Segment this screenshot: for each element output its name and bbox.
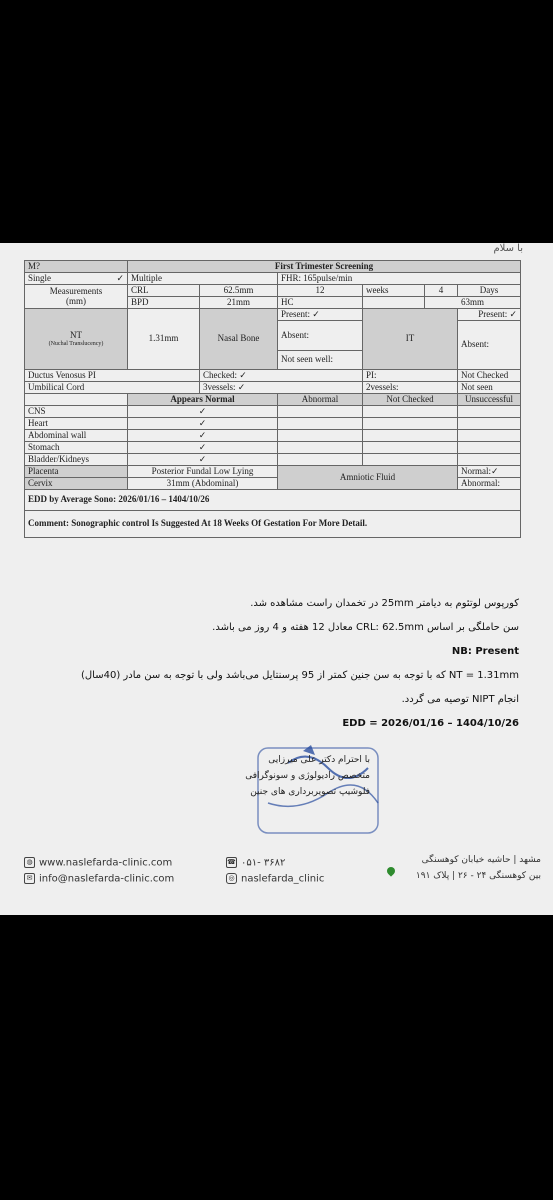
instagram-icon: ◎ <box>226 873 237 884</box>
organ-label: Bladder/Kidneys <box>25 454 128 466</box>
mm-label: (mm) <box>66 295 86 306</box>
hc-value: 63mm <box>425 297 521 309</box>
organ-label: Heart <box>25 418 128 430</box>
measurements-label: Measurements <box>49 285 103 296</box>
table-title-row <box>25 261 521 273</box>
crl-value: 62.5mm <box>200 285 278 297</box>
anatomy-header-row <box>25 394 521 406</box>
table-row <box>25 454 521 466</box>
placenta-row <box>25 466 521 478</box>
table-row <box>25 406 521 418</box>
amniotic-fluid-label: Amniotic Fluid <box>278 466 458 490</box>
it-label: IT <box>363 309 458 370</box>
hc-label: HC <box>278 297 363 309</box>
signature-line: فلوشیپ تصویربرداری های جنین <box>250 787 370 797</box>
normal-check: ✓ <box>128 442 278 454</box>
nt-row <box>25 309 521 321</box>
nb-present: Present: ✓ <box>278 309 363 321</box>
note-line: NB: Present <box>451 646 519 657</box>
signature-line: متخصص رادیولوژی و سونوگرافی <box>245 771 370 781</box>
table-row <box>25 442 521 454</box>
location-pin-icon <box>385 865 396 876</box>
comment-row <box>25 511 521 538</box>
mail-icon: ✉ <box>24 873 35 884</box>
ga-weeks-value: 12 <box>278 285 363 297</box>
placenta-value: Posterior Fundal Low Lying <box>128 466 278 478</box>
phone-number: ۰۵۱- ۳۶۸۲ <box>241 857 286 869</box>
crl-label: CRL <box>128 285 200 297</box>
clinic-footer <box>0 847 553 897</box>
weeks-label: weeks <box>363 285 425 297</box>
gestation-row <box>25 273 521 285</box>
bpd-value: 21mm <box>200 297 278 309</box>
it-absent: Absent: <box>458 321 521 370</box>
note-line: NT = 1.31mm که با توجه به سن جنین کمتر از 95 پرسنتایل می‌باشد ولی با توجه به سن مادر (40سال) <box>81 670 519 681</box>
table-title: First Trimester Screening <box>128 261 521 273</box>
uc-not-seen: Not seen <box>458 382 521 394</box>
pi-label: PI: <box>363 370 458 382</box>
m-label: M? <box>25 261 128 273</box>
uc-label: Umbilical Cord <box>25 382 200 394</box>
normal-check: ✓ <box>128 430 278 442</box>
multiple-label: Multiple <box>128 273 278 285</box>
two-vessels: 2vessels: <box>363 382 458 394</box>
normal-check: ✓ <box>128 406 278 418</box>
signature-text <box>230 755 370 803</box>
single-check: ✓ <box>116 272 124 283</box>
nt-value: 1.31mm <box>128 309 200 370</box>
organ-label: CNS <box>25 406 128 418</box>
umbilical-row <box>25 382 521 394</box>
single-label: Single <box>28 272 52 283</box>
dv-checked: Checked: ✓ <box>200 370 363 382</box>
nt-full-label: (Nuchal Translucency) <box>48 340 104 347</box>
fhr-value: FHR: 165pulse/min <box>278 273 521 285</box>
signature-line: با احترام دکتر علی میرزایی <box>268 755 370 765</box>
header-appears-normal: Appears Normal <box>128 394 278 406</box>
normal-check: ✓ <box>128 454 278 466</box>
af-abnormal: Abnormal: <box>458 478 521 490</box>
normal-check: ✓ <box>128 418 278 430</box>
dv-label: Ductus Venosus PI <box>25 370 200 382</box>
days-label: Days <box>458 285 521 297</box>
address-line: بین کوهسنگی ۲۴ - ۲۶ | پلاک ۱۹۱ <box>415 871 541 881</box>
header-unsuccessful: Unsuccessful <box>458 394 521 406</box>
screening-table <box>24 260 521 538</box>
organ-label: Abdominal wall <box>25 430 128 442</box>
af-normal: Normal:✓ <box>458 466 521 478</box>
address-line: مشهد | حاشیه خیابان کوهسنگی <box>421 855 541 865</box>
cervix-value: 31mm (Abdominal) <box>128 478 278 490</box>
it-present: Present: ✓ <box>458 309 521 321</box>
edd-text: EDD by Average Sono: 2026/01/16 – 1404/10/26 <box>25 490 521 511</box>
organ-label: Stomach <box>25 442 128 454</box>
instagram-handle[interactable]: naslefarda_clinic <box>241 873 325 884</box>
nb-not-seen: Not seen well: <box>278 351 363 370</box>
email-link[interactable]: info@naslefarda-clinic.com <box>39 873 175 884</box>
greeting-text: با سلام <box>493 243 523 254</box>
three-vessels: 3vessels: ✓ <box>200 382 363 394</box>
nasal-bone-label: Nasal Bone <box>200 309 278 370</box>
website-link[interactable]: www.naslefarda-clinic.com <box>39 857 173 869</box>
cervix-label: Cervix <box>25 478 128 490</box>
table-row <box>25 430 521 442</box>
bpd-label: BPD <box>128 297 200 309</box>
table-row <box>25 418 521 430</box>
dv-row <box>25 370 521 382</box>
ga-days-value: 4 <box>425 285 458 297</box>
pi-not-checked: Not Checked <box>458 370 521 382</box>
note-line: سن حاملگی بر اساس CRL: 62.5mm معادل 12 هفته و 4 روز می باشد. <box>212 622 519 633</box>
placenta-label: Placenta <box>25 466 128 478</box>
doctor-notes <box>34 598 519 742</box>
comment-text: Comment: Sonographic control Is Suggested At 18 Weeks Of Gestation For More Detail. <box>25 511 521 538</box>
note-line: کورپوس لوتئوم به دیامتر 25mm در تخمدان راست مشاهده شد. <box>250 598 519 609</box>
header-abnormal: Abnormal <box>278 394 363 406</box>
note-line: EDD = 2026/01/16 – 1404/10/26 <box>342 718 519 729</box>
edd-row <box>25 490 521 511</box>
crl-row <box>25 285 521 297</box>
header-not-checked: Not Checked <box>363 394 458 406</box>
note-line: انجام NIPT توصیه می گردد. <box>401 694 519 705</box>
nb-absent: Absent: <box>278 321 363 351</box>
phone-icon: ☎ <box>227 858 236 866</box>
nt-label: NT <box>70 329 82 340</box>
report-paper <box>0 243 553 915</box>
globe-icon: ◍ <box>24 857 35 868</box>
